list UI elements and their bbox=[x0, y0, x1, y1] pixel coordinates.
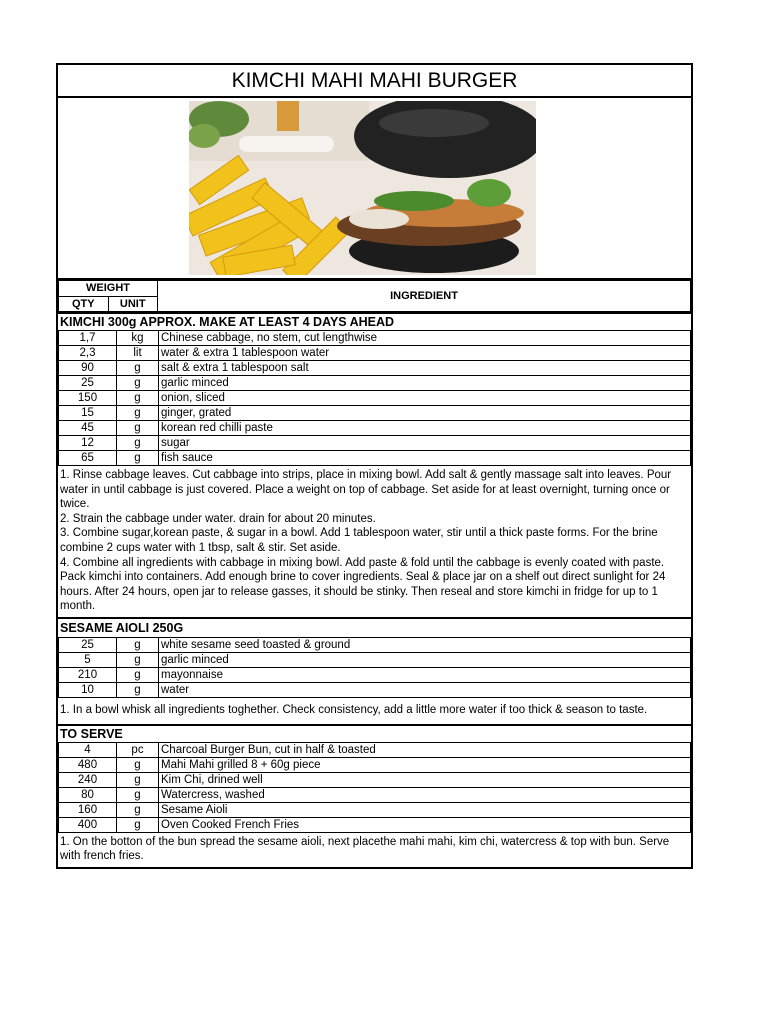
unit-header: UNIT bbox=[108, 296, 158, 312]
table-row bbox=[59, 817, 691, 832]
qty-cell: 90 bbox=[59, 361, 117, 376]
unit-cell: g bbox=[117, 757, 159, 772]
unit-cell: kg bbox=[117, 331, 159, 346]
ingredient-cell: Oven Cooked French Fries bbox=[159, 817, 691, 832]
table-row bbox=[59, 682, 691, 697]
method-text: 1. Rinse cabbage leaves. Cut cabbage into strips, place in mixing bowl. Add salt & gently massage salt into leaves. Pour water in until cabbage is just covered. Place a weight on top of cabbage. Set aside for at least overnight, turning once or twice. 2. Strain the cabbage under water. drain for about 20 minutes. 3. Combine sugar,korean paste, & sugar in a bowl. Add 1 tablespoon water, stir until a thick paste forms. For the brine combine 2 cups water with 1 tbsp, salt & stir. Set aside. 4. Combine all ingredients with cabbage in mixing bowl. Add paste & fold until the cabbage is evenly coated with paste. Pack kimchi into containers. Add enough brine to cover ingredients. Seal & place jar on a shelf out direct sunlight for 24 hours. After 24 hours, open jar to release gasses, it should be stinky. Then reseal and store kimchi in fridge for up to 1 month. bbox=[60, 469, 672, 613]
ingredient-cell: korean red chilli paste bbox=[159, 421, 691, 436]
ingredient-cell: fish sauce bbox=[159, 451, 691, 466]
table-row bbox=[59, 331, 691, 346]
table-row bbox=[59, 637, 691, 652]
ingredient-cell: Sesame Aioli bbox=[159, 802, 691, 817]
table-row bbox=[59, 406, 691, 421]
qty-cell: 65 bbox=[59, 451, 117, 466]
ingredient-cell: water bbox=[159, 682, 691, 697]
unit-cell: lit bbox=[117, 346, 159, 361]
qty-cell: 12 bbox=[59, 436, 117, 451]
unit-cell: g bbox=[117, 451, 159, 466]
qty-cell: 15 bbox=[59, 406, 117, 421]
qty-cell: 240 bbox=[59, 772, 117, 787]
method-text: 1. On the botton of the bun spread the sesame aioli, next placethe mahi mahi, kim chi, watercress & top with bun. Serve with french fries. bbox=[60, 835, 670, 863]
qty-cell: 2,3 bbox=[59, 346, 117, 361]
unit-cell: g bbox=[117, 406, 159, 421]
recipe-title: KIMCHI MAHI MAHI BURGER bbox=[58, 65, 691, 98]
qty-cell: 45 bbox=[59, 421, 117, 436]
qty-header: QTY bbox=[59, 296, 109, 312]
unit-cell: g bbox=[117, 682, 159, 697]
ingredient-cell: sugar bbox=[159, 436, 691, 451]
photo-row bbox=[58, 98, 691, 280]
unit-cell: g bbox=[117, 802, 159, 817]
qty-cell: 5 bbox=[59, 652, 117, 667]
table-row bbox=[59, 436, 691, 451]
ingredient-cell: onion, sliced bbox=[159, 391, 691, 406]
ingredient-cell: salt & extra 1 tablespoon salt bbox=[159, 361, 691, 376]
recipe-sheet bbox=[56, 63, 693, 869]
qty-cell: 150 bbox=[59, 391, 117, 406]
table-row bbox=[59, 802, 691, 817]
unit-cell: g bbox=[117, 787, 159, 802]
qty-cell: 160 bbox=[59, 802, 117, 817]
ingredient-cell: Charcoal Burger Bun, cut in half & toasted bbox=[159, 742, 691, 757]
section-heading: TO SERVE bbox=[58, 724, 691, 742]
qty-cell: 1,7 bbox=[59, 331, 117, 346]
qty-cell: 400 bbox=[59, 817, 117, 832]
ingredient-cell: mayonnaise bbox=[159, 667, 691, 682]
ingredient-cell: Mahi Mahi grilled 8 + 60g piece bbox=[159, 757, 691, 772]
unit-cell: g bbox=[117, 391, 159, 406]
table-row bbox=[59, 361, 691, 376]
qty-cell: 25 bbox=[59, 637, 117, 652]
ingredient-cell: Kim Chi, drined well bbox=[159, 772, 691, 787]
table-row bbox=[59, 421, 691, 436]
ingredient-cell: garlic minced bbox=[159, 376, 691, 391]
table-row bbox=[59, 391, 691, 406]
unit-cell: pc bbox=[117, 742, 159, 757]
burger-photo bbox=[189, 101, 536, 275]
ingredient-cell: white sesame seed toasted & ground bbox=[159, 637, 691, 652]
unit-cell: g bbox=[117, 436, 159, 451]
ingredient-cell: ginger, grated bbox=[159, 406, 691, 421]
qty-cell: 10 bbox=[59, 682, 117, 697]
qty-cell: 80 bbox=[59, 787, 117, 802]
table-row bbox=[59, 742, 691, 757]
table-row bbox=[59, 652, 691, 667]
weight-header: WEIGHT bbox=[59, 281, 158, 297]
table-row bbox=[59, 772, 691, 787]
unit-cell: g bbox=[117, 652, 159, 667]
unit-cell: g bbox=[117, 817, 159, 832]
unit-cell: g bbox=[117, 637, 159, 652]
unit-cell: g bbox=[117, 376, 159, 391]
ingredient-table bbox=[58, 330, 691, 466]
unit-cell: g bbox=[117, 421, 159, 436]
qty-cell: 480 bbox=[59, 757, 117, 772]
ingredient-cell: garlic minced bbox=[159, 652, 691, 667]
header-table bbox=[58, 280, 691, 312]
unit-cell: g bbox=[117, 667, 159, 682]
table-row bbox=[59, 376, 691, 391]
qty-cell: 210 bbox=[59, 667, 117, 682]
table-row bbox=[59, 346, 691, 361]
unit-cell: g bbox=[117, 361, 159, 376]
ingredient-cell: Watercress, washed bbox=[159, 787, 691, 802]
table-row bbox=[59, 451, 691, 466]
section-heading: KIMCHI 300g APPROX. MAKE AT LEAST 4 DAYS AHEAD bbox=[58, 312, 691, 330]
table-row bbox=[59, 757, 691, 772]
unit-cell: g bbox=[117, 772, 159, 787]
qty-cell: 25 bbox=[59, 376, 117, 391]
qty-cell: 4 bbox=[59, 742, 117, 757]
method-text: 1. In a bowl whisk all ingredients toghether. Check consistency, add a little more water if too thick & season to taste. bbox=[60, 703, 648, 716]
ingredient-cell: Chinese cabbage, no stem, cut lengthwise bbox=[159, 331, 691, 346]
ingredient-cell: water & extra 1 tablespoon water bbox=[159, 346, 691, 361]
ingredient-table bbox=[58, 637, 691, 698]
section-heading: SESAME AIOLI 250G bbox=[58, 617, 691, 637]
ingredient-table bbox=[58, 742, 691, 833]
table-row bbox=[59, 667, 691, 682]
table-row bbox=[59, 787, 691, 802]
ingredient-header: INGREDIENT bbox=[158, 281, 691, 312]
